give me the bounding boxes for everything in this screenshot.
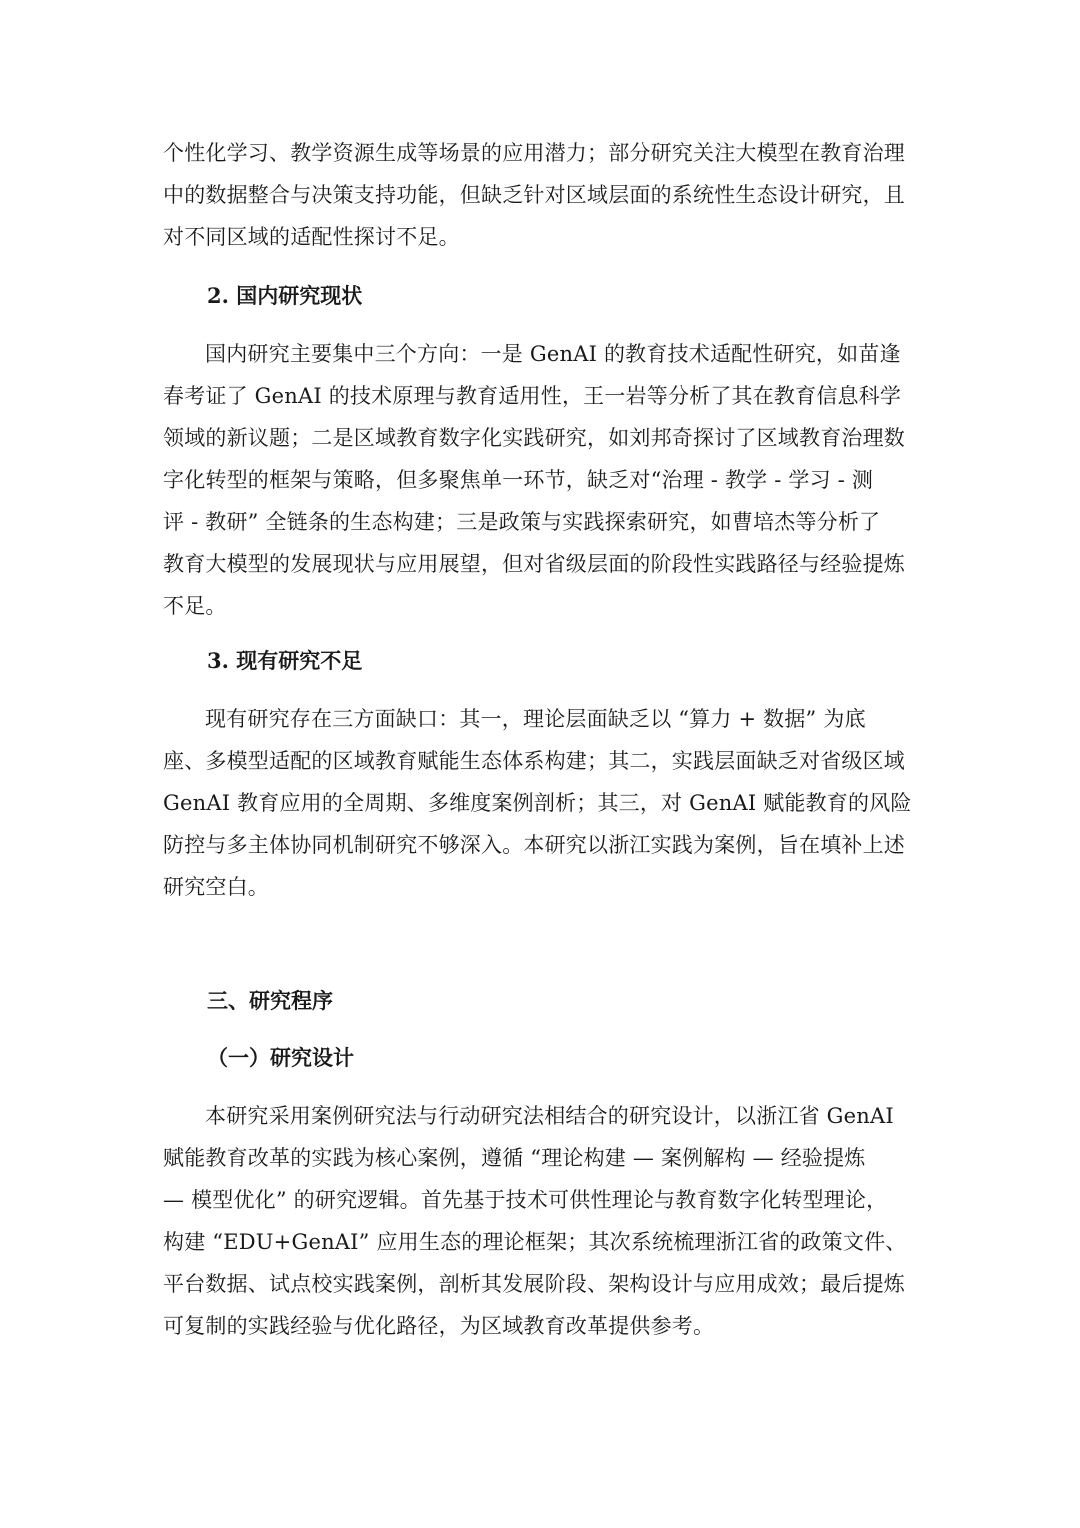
text-line: 中的数据整合与决策支持功能，但缺乏针对区域层面的系统性生态设计研究，且 — [163, 183, 905, 207]
text-line: 国内研究主要集中三个方向：一是 GenAI 的教育技术适配性研究，如苗逢 — [205, 342, 901, 366]
text-line: 字化转型的框架与策略，但多聚焦单一环节，缺乏对“治理 - 教学 - 学习 - 测 — [163, 468, 874, 492]
text-line: 可复制的实践经验与优化路径，为区域教育改革提供参考。 — [163, 1314, 715, 1338]
text-line: 研究空白。 — [163, 875, 269, 899]
text-line: 座、多模型适配的区域教育赋能生态体系构建；其二，实践层面缺乏对省级区域 — [163, 749, 905, 773]
heading-section-three: 三、研究程序 — [207, 988, 333, 1013]
text-line: 现有研究存在三方面缺口：其一，理论层面缺乏以 “算力 + 数据” 为底 — [205, 707, 866, 731]
text-line: 本研究采用案例研究法与行动研究法相结合的研究设计，以浙江省 GenAI — [205, 1104, 894, 1128]
text-line: 不足。 — [163, 594, 227, 618]
text-line: 构建 “EDU+GenAI” 应用生态的理论框架；其次系统梳理浙江省的政策文件、 — [163, 1230, 907, 1254]
text-line: — 模型优化” 的研究逻辑。首先基于技术可供性理论与教育数字化转型理论， — [163, 1188, 888, 1212]
text-line: 防控与多主体协同机制研究不够深入。本研究以浙江实践为案例，旨在填补上述 — [163, 833, 905, 857]
text-line: 对不同区域的适配性探讨不足。 — [163, 225, 460, 249]
text-line: 教育大模型的发展现状与应用展望，但对省级层面的阶段性实践路径与经验提炼 — [163, 552, 905, 576]
text-line: GenAI 教育应用的全周期、多维度案例剖析；其三，对 GenAI 赋能教育的风险 — [163, 791, 912, 815]
text-line: 评 - 教研” 全链条的生态构建；三是政策与实践探索研究，如曹培杰等分析了 — [163, 510, 881, 534]
research-design-paragraph — [163, 1095, 923, 1347]
domestic-research-paragraph — [163, 333, 923, 627]
text-line: 领域的新议题；二是区域教育数字化实践研究，如刘邦奇探讨了区域教育治理数 — [163, 426, 905, 450]
text-line: 赋能教育改革的实践为核心案例，遵循 “理论构建 — 案例解构 — 经验提炼 — [163, 1146, 866, 1170]
text-line: 平台数据、试点校实践案例，剖析其发展阶段、架构设计与应用成效；最后提炼 — [163, 1272, 905, 1296]
text-line: 春考证了 GenAI 的技术原理与教育适用性，王一岩等分析了其在教育信息科学 — [163, 384, 902, 408]
intro-paragraph — [163, 132, 923, 258]
text-line: 个性化学习、教学资源生成等场景的应用潜力；部分研究关注大模型在教育治理 — [163, 141, 905, 165]
heading-domestic-research: 2. 国内研究现状 — [207, 283, 363, 308]
heading-research-gaps: 3. 现有研究不足 — [207, 648, 363, 673]
heading-research-design: （一）研究设计 — [207, 1045, 354, 1070]
research-gaps-paragraph — [163, 698, 923, 908]
